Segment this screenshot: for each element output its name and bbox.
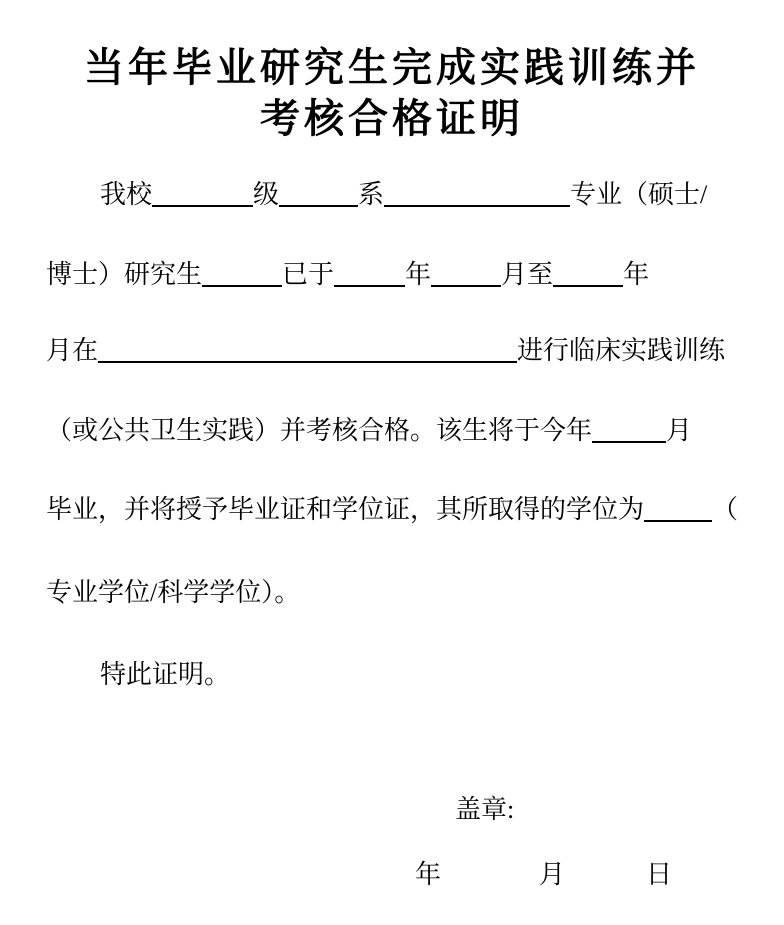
blank-underline	[334, 280, 405, 287]
text-segment: 年	[405, 260, 432, 289]
text-segment: （	[712, 495, 739, 524]
text-segment: 特此证明。	[100, 660, 231, 689]
line-student-dates	[46, 260, 649, 290]
title-line-1: 当年毕业研究生完成实践训练并	[84, 45, 700, 90]
spacer	[565, 882, 646, 883]
blank-underline	[644, 515, 712, 522]
text-segment: 日	[646, 860, 673, 889]
blank-underline	[98, 356, 517, 363]
blank-underline	[553, 280, 623, 287]
text-segment: 专业学位/科学学位）。	[46, 578, 301, 607]
certificate-title	[0, 42, 784, 144]
line-training-location	[46, 336, 725, 366]
blank-underline	[384, 200, 570, 207]
text-segment: 系	[358, 180, 385, 209]
blank-underline	[279, 200, 358, 207]
text-segment: 进行临床实践训练	[517, 336, 726, 365]
line-degree-type	[46, 578, 300, 608]
text-segment: 专业（硕士/	[570, 180, 708, 209]
blank-underline	[431, 280, 501, 287]
text-segment: 已于	[282, 260, 335, 289]
line-hereby-certified	[46, 660, 230, 690]
stamp-label: 盖章:	[455, 795, 515, 824]
date-line	[415, 860, 672, 890]
text-segment: 月至	[501, 260, 554, 289]
text-segment: 级	[253, 180, 280, 209]
line-school-grade-dept	[46, 180, 707, 210]
text-segment: 毕业，并将授予毕业证和学位证，其所取得的学位为	[46, 495, 645, 524]
text-segment: 月在	[46, 336, 99, 365]
text-segment: 博士）研究生	[46, 260, 203, 289]
text-segment: （或公共卫生实践）并考核合格。该生将于今年	[46, 416, 593, 445]
text-segment: 年	[415, 860, 442, 889]
text-segment: 我校	[100, 180, 153, 209]
blank-underline	[152, 200, 253, 207]
text-segment: 月	[666, 416, 693, 445]
title-line-2: 考核合格证明	[260, 96, 524, 141]
text-segment: 年	[623, 260, 650, 289]
line-assessment-passed	[46, 416, 692, 446]
line-degree-awarded	[46, 495, 738, 525]
blank-underline	[202, 280, 282, 287]
blank-underline	[592, 436, 666, 443]
text-segment: 月	[539, 860, 566, 889]
spacer	[441, 882, 539, 883]
